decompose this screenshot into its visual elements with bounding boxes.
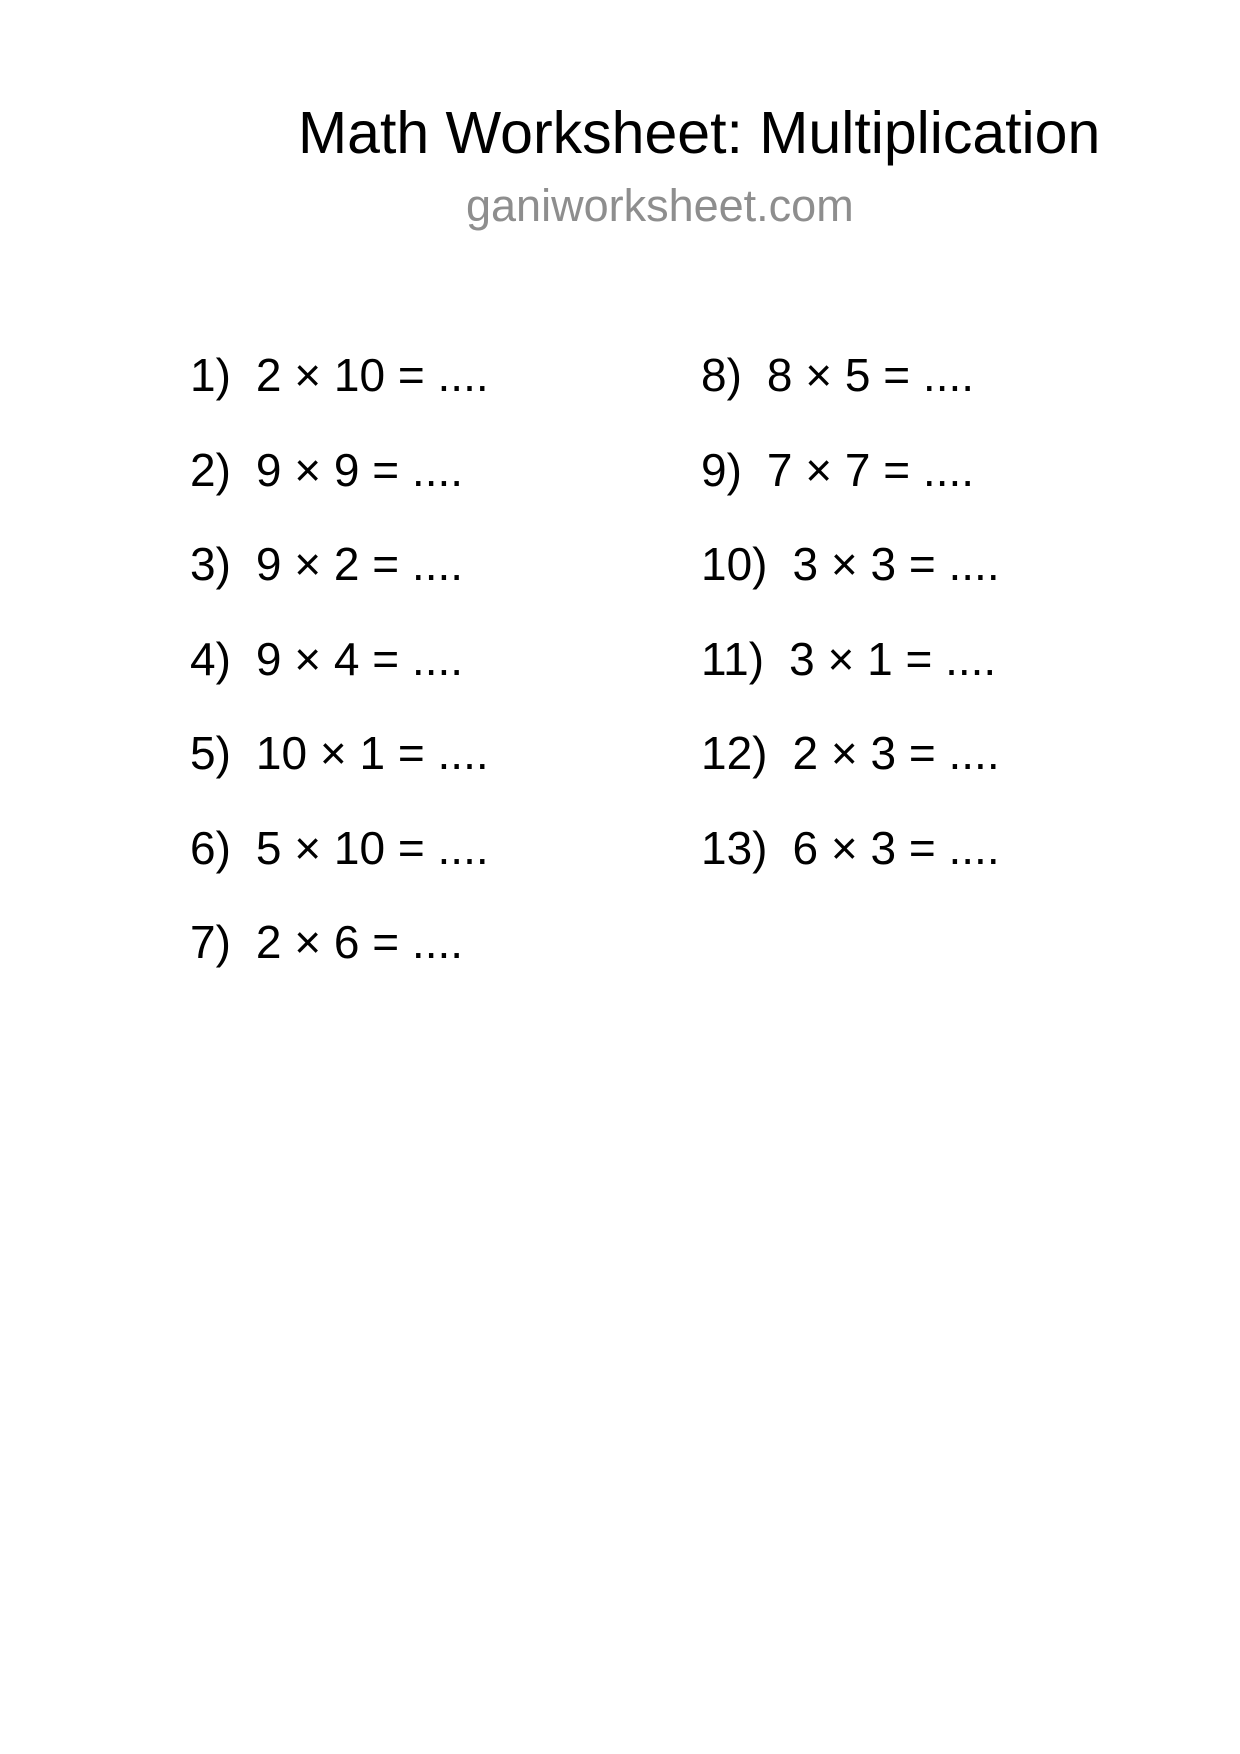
problem-number: 5) bbox=[190, 727, 231, 780]
problems-column-left bbox=[190, 328, 489, 990]
problem-expression: 8 × 5 = .... bbox=[766, 349, 975, 402]
problem-row bbox=[190, 423, 489, 518]
problem-expression: 3 × 3 = .... bbox=[792, 538, 1000, 591]
problem-number: 4) bbox=[190, 632, 231, 685]
problem-row bbox=[701, 517, 1000, 612]
problem-expression: 3 × 1 = .... bbox=[789, 632, 997, 685]
problem-number: 12) bbox=[701, 727, 768, 780]
problem-expression: 9 × 2 = .... bbox=[255, 538, 464, 591]
problem-number: 3) bbox=[190, 538, 231, 591]
problem-row bbox=[190, 328, 489, 423]
problem-row bbox=[701, 328, 1000, 423]
problem-row bbox=[701, 706, 1000, 801]
site-watermark: ganiworksheet.com bbox=[466, 180, 854, 231]
problem-expression: 2 × 3 = .... bbox=[792, 727, 1000, 780]
problem-expression: 2 × 10 = .... bbox=[255, 349, 489, 402]
problem-row bbox=[190, 612, 489, 707]
problem-number: 8) bbox=[701, 349, 742, 402]
problem-row bbox=[701, 612, 1000, 707]
problem-number: 9) bbox=[701, 443, 742, 496]
problem-number: 10) bbox=[701, 538, 768, 591]
problem-number: 7) bbox=[190, 916, 231, 969]
problem-expression: 9 × 9 = .... bbox=[255, 443, 464, 496]
problem-row bbox=[701, 423, 1000, 518]
problem-expression: 7 × 7 = .... bbox=[766, 443, 975, 496]
problem-number: 2) bbox=[190, 443, 231, 496]
page-title: Math Worksheet: Multiplication bbox=[298, 100, 1101, 166]
problem-expression: 10 × 1 = .... bbox=[255, 727, 489, 780]
problem-expression: 9 × 4 = .... bbox=[255, 632, 464, 685]
problem-number: 6) bbox=[190, 821, 231, 874]
problem-number: 13) bbox=[701, 821, 768, 874]
problem-number: 11) bbox=[701, 632, 765, 685]
problem-row bbox=[701, 801, 1000, 896]
problem-row bbox=[190, 517, 489, 612]
problem-row bbox=[190, 895, 489, 990]
problem-expression: 5 × 10 = .... bbox=[255, 821, 489, 874]
problems-column-right bbox=[701, 328, 1000, 895]
problem-row bbox=[190, 801, 489, 896]
problem-expression: 2 × 6 = .... bbox=[255, 916, 464, 969]
problem-number: 1) bbox=[190, 349, 231, 402]
problem-row bbox=[190, 706, 489, 801]
problem-expression: 6 × 3 = .... bbox=[792, 821, 1000, 874]
